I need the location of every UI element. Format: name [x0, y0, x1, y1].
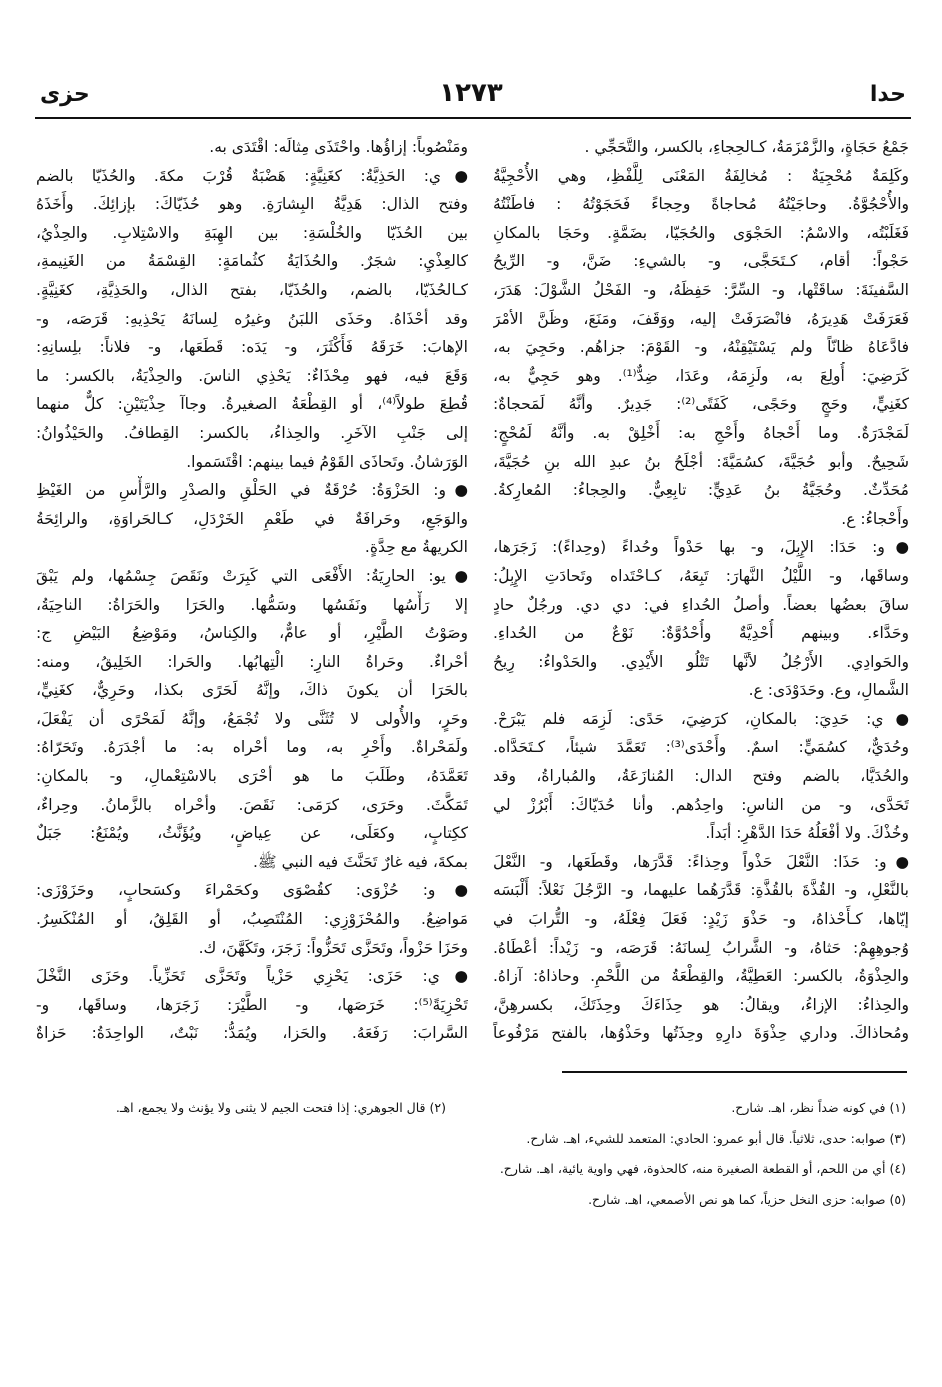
text-line: فادَّعَاهُ ظانّاً ولم يَسْتَيْقِنْهُ، و- القَوْمَ: جزاهُم. وحَجِيَ به،	[493, 338, 909, 357]
text-line: ●يو: الحارِيَةُ: الأَفْعَى التي كَبِرَتْ ونَقَصَ جِسْمُها، ولم يَبْقَ	[36, 566, 468, 585]
footnote-1: (١) في كونه ضداً نظر، اهـ. شارح.	[731, 1100, 906, 1115]
text-line: شَحِيحٌ. وأبو حُجَيَّةَ، كسُمَيَّةَ: أجْلَحُ بنُ عبدِ الله بنِ حُجَيَّةَ،	[493, 452, 909, 471]
text-line: وُجوهِهِمْ: حَثاهُ، و- الشَّرابُ لِسانَهُ: قَرَصَه، و- زَيْداً: أعْطَاهُ.	[493, 938, 909, 957]
text-line: إيّاها، كـأَحْذاهُ، و- حَذْوَ زَيْدٍ: فَعَلَ فِعْلَهُ، و- التُّرابَ في	[493, 910, 909, 929]
text-line: لَمَجْدَرَةٌ. وما أَحْجاهُ وأَحْجِ به: أَخْلِقْ به. وأنَّهُ لَمُحْجٍ:	[493, 423, 909, 442]
text-line: وحُدَيٌّ، كسُمَيٍّ: اسمٌ. وأَحْدَى⁽³⁾: تَعَمَّدَ شيئاً، كـتَحَدَّاه.	[493, 738, 909, 757]
text-line: ومَنْصُوباً: إزاؤُها. واحْتَذَى مِثالَه: اقْتَدَى به.	[209, 138, 468, 156]
footnote-rule	[562, 1071, 907, 1073]
text-line: قُطِعَ طولاً⁽⁴⁾، أو القِطْعَةُ الصغيرةُ. وجاآ حِذْيَتَيْنِ: كلٌّ منهما	[36, 395, 468, 414]
text-line: ومُحاذاكَ. وداري حِذْوَةَ دارِهِ وحِذَتُها وحَذْوُها، بالفتح مَرْفُوعاً	[493, 1024, 909, 1043]
text-line: وحَزَا حَزْواً، وتَحَزَّى تَحَزُّواً: زَجَرَ، وتَكَهَّنَ، ك.	[198, 938, 468, 957]
text-line: ●و: حَدَا: الإِبِلَ، و- بها حَدْواً وحُداءً (وحِداءً): زَجَرَها،	[493, 538, 909, 557]
text-line: ●و: الحَزْوَةُ: حُرْقَةٌ في الحَلْقِ والصدْرِ والرَّأْسِ من الغَيْظِ	[36, 481, 468, 500]
text-line: وقد أحْذَاهُ. وحَذَى اللبَنُ وغيرُه لِسانَهُ يَحْذِيهِ: قَرَصَه، و-	[36, 309, 468, 328]
page-number: ١٢٧٣	[439, 78, 503, 108]
text-line: الشَّمالِ، وع. وحَدَوْدَى: ع.	[748, 681, 909, 700]
text-line: إلا رَأْسُها ونَفَسُها وسَمُّها. والحَرَا والحَرَاةُ: الناحِيَةُ،	[36, 595, 468, 614]
text-line: والأُحْجُوَّةُ. وحاجَيْتُهُ مُحاجاةً وحِجاءً فَحَجَوْتُهُ : فاطَنْتُهُ	[493, 195, 909, 214]
text-line: ●ي: الحَذِيَّةُ: كغَنِيَّةٍ: هَضْبَةٌ قُرْبَ مكةَ. والحُذَيّا بالضم	[36, 166, 468, 185]
text-line: كغَنِيٍّ، وحَجٍ وحَجًى، كَفَتًى⁽²⁾: جَدِيرٌ. وأنَّهُ لَمَحجاةٌ:	[493, 395, 909, 414]
text-line: أحْراءٌ. وحَراةُ النارِ: الْتِهابُها. والحَرا: الخَلِيقُ، ومنه:	[36, 652, 468, 671]
text-line: تَمَكَّثَ. وحَرَى، كرَمَى: نَقَصَ. وأحْراه بالزَّمانُ. وحِراءٌ،	[36, 795, 468, 814]
text-line: حَجْواً: أقام، كـتَحَجَّى، و- بالشيءِ: ضَنَّ، و- الرِّيحُ	[493, 252, 909, 271]
text-line: وصَوْتُ الطَّيْرِ، أو عامٌّ، والكِناسُ، ومَوْضِعُ البَيْضِ ج:	[36, 624, 468, 643]
text-line: وساقَها، و- اللَّيْلُ النَّهارَ: تَبِعَهُ، كـاحْتَداه وتَحادَتِ الإِبِلُ:	[493, 566, 909, 585]
text-line: وكَلِمَةٌ مُحْجِيَةٌ : مُخالِفَةُ المَعْنَى لِلَّفْظِ، وهي الأُحْجِيَّةُ	[493, 166, 909, 185]
footnote-2: (٢) قال الجوهري: إذا فتحت الجيم لا يثنى ولا يؤنث ولا يجمع، اهـ.	[115, 1100, 446, 1115]
text-line: تَعَمَّدَهُ، وطَلَبَ ما هو أحْرَى بالاسْتِعْمالِ، و- بالمكانِ:	[36, 767, 468, 786]
text-line: كـالحُذَيّا، بالضم، والحُذَيّا، بفتح الذال، والحَذِيَّةِ، كغَنِيَّةٍ.	[36, 280, 468, 299]
text-line: الكريهةُ مع حِدَّةٍ.	[364, 538, 468, 557]
text-line: مَواضِعُ. والمُحْزَوْزِي: المُنْتَصِبُ، أو القَلِقُ، أو المُنْكَسِرُ.	[36, 910, 468, 929]
footnote-3: (٣) صوابه: حدى، ثلاثياً. قال أبو عمرو: الحادي: المتعمد للشيء، اهـ. شارح.	[526, 1131, 906, 1146]
text-line: بين الحُذَيّا والخُلْسَةِ: بين الهِبَةِ والاسْتِلابِ. والحِذْيُ،	[36, 223, 468, 242]
text-line: ككِتابٍ، وكعَلَى، عن عِياضٍ، ويُؤَنَّثُ، ويُمْنَعُ: جَبَلٌ	[36, 824, 468, 843]
text-line: ●و: حُزْوَى: كقُصْوَى وكحَمْراءَ وكسَحابٍ، وحَزَوْزَى:	[36, 881, 468, 900]
text-line: ●ي: حَدِيَ: بالمكانِ، كرَضِيَ، حَدًى: لَزِمَه فلم يَبْرَحْ.	[493, 709, 909, 728]
header-rule	[35, 117, 911, 119]
text-line: والحِذْوَةُ، بالكسر: العَطِيَّةُ، والقِطْعَةُ من اللَّحْمِ. وحاذاهُ: آزاهُ.	[493, 967, 909, 986]
right-column	[493, 133, 909, 1048]
text-line: فَغَلَبْتُه، والاسْمُ: الحَجْوَى والحُجَيّا، بضَمَّةٍ. وحَجَا بالمكانِ	[493, 223, 909, 242]
running-head-right: حدا	[869, 82, 906, 107]
text-line: وحَدَّاء. وبينهم أُحْدِيَّةٌ وأُحْدُوَّةٌ: نَوْعٌ من الحُداءِ.	[493, 624, 909, 643]
footnote-5: (٥) صوابه: حزى النخل حزياً، كما هو نص الأصمعي، اهـ. شارح.	[588, 1192, 906, 1207]
text-line: الإهابَ: خَرَقَهُ فَأَكْثَرَ، و- يَدَه: قَطَعَها، و- فلاناً: بلِسانِهِ:	[36, 338, 468, 357]
text-line: وأَحْجاءُ: ع.	[841, 509, 909, 528]
text-line: جَمْعُ حَجَاةٍ، والزَّمْزَمَةُ، كـالحِجاءِ، بالكسر، والتَّحَجِّي .	[584, 138, 909, 156]
text-line: مُحَدِّثٌ. وحُجَيَّةُ بنُ عَدِيٍّ: تابِعِيٌّ. والحِجاءُ: المُعارِكةُ.	[493, 481, 909, 500]
left-column	[36, 133, 468, 1048]
text-line: بالحَرَا أن يكونَ ذاكَ، وإنَّهُ لَحَرًى بكذا، وحَرِيٌّ، كغَنِيٍّ،	[36, 681, 468, 700]
text-line: ●ي: حَزَى: يَحْزِي حَزْياً وتَحَزَّى تَحَزِّياً. وحَزَى النَّخْلَ	[36, 967, 468, 986]
text-line: السَّفينَةَ: ساقَتْها، و- السِّرَّ: حَفِظَهُ، و- الفَحْلُ الشَّوْلَ: هَدَرَ،	[493, 280, 909, 299]
text-line: وَقَعَ فيه، فهو مِحْذَاءٌ: يَحْذِي الناسَ. والحِذْيَةُ، بالكسر: ما	[36, 366, 468, 385]
text-line: والحَوادِي. الأَرْجُلُ لأنَّها تَتْلُو الأَيْدِي. والحَدْواءُ: رِيحُ	[493, 652, 909, 671]
text-line: فَعَرَفَتْ هَدِيرَهُ، فانْصَرَفَتْ إليه، ووَقَفَ، ومَنَعَ، وظَنَّ الأمْرَ	[493, 309, 909, 328]
text-line: السَّرابَ: رَفَعَهُ. والحَزا، ويُمَدُّ: نَبْتٌ، الواحِدَةُ: حَزاةٌ	[36, 1024, 468, 1043]
text-line: وفتح الذال: هَدِيَّةُ البِشارَةِ. وهو حُذَيّاكَ: بإزائِكَ. وأَخَذَهُ	[36, 195, 468, 214]
running-head-left: حزى	[40, 82, 90, 107]
text-line: كَرَضِيَ: أُولِعَ به، ولَزِمَهُ، وعَدَا، ضِدٌّ⁽¹⁾. وهو حَجِيٌّ به،	[493, 366, 909, 385]
text-line: والحِذاءُ: الإزاءُ، ويقالُ: هو حِذَاءَكَ وحِذَتَكَ، بكسرهِنَّ،	[493, 995, 909, 1014]
text-line: تَحَدَّى، و- من الناسِ: واحِدُهم. وأنا حُدَيّاكَ: أَبْرُزْ لي	[493, 795, 909, 814]
text-line: بمكةَ، فيه غارٌ تَحَنَّثَ فيه النبي ﷺ.	[253, 852, 468, 871]
text-line: والوَجَعِ، وحَرافَةٌ في طَعْمِ الخَرْدَلِ، كـالحَراوَةِ، والرائِحَةُ	[36, 509, 468, 528]
text-line: ●و: حَذَا: النَّعْلَ حَذْواً وحِذاءً: قَدَّرَها، وقَطَعَها، و- النَّعْلَ	[493, 852, 909, 871]
text-line: وخُذْكَ. ولا أفْعَلُهُ حَدَا الدَّهْرِ: أبَداً.	[705, 824, 909, 843]
text-line: تَحْزِيَةً⁽⁵⁾: خَرَصَها، و- الطَّيْرَ: زَجَرَها، وساقَها، و-	[36, 995, 468, 1014]
text-line: كالعِذْيِ: شجَرٌ. والحُذَايَةُ كثُمامَةٍ: القِسْمَةُ من الغَنِيمةِ،	[36, 252, 468, 271]
text-line: إلى جَنْبِ الآخَرِ. والحِذاءُ، بالكسر: القِطافُ. والحَيْذُوانُ:	[36, 423, 468, 442]
text-line: بالنَّعْلِ، و- القُذَّةَ بالقُذَّةِ: قَدَّرَهُما عليهما، و- الرَّجُلَ نَعْلاً: أَلْبَسَه	[493, 881, 909, 900]
text-line: الوَرَشانُ. وتَحاذَى القَوْمُ فيما بينهم: اقْتَسَموا.	[186, 452, 468, 471]
text-line: ساقَ بعضُها بعضاً. وأصلُ الحُداءِ في: دي دي. ورجُلٌ حادٍ	[493, 595, 909, 614]
text-line: وحَرٍ، والأُولى لا تُثَنَّى ولا تُجْمَعُ، وإنَّهُ لَمَحْرًى أن يَفْعَلَ،	[36, 709, 468, 728]
text-line: والحُدَيَّا، بالضم وفتح الدال: المُنازَعَةُ، والمُباراةُ، وقد	[493, 767, 909, 786]
footnote-4: (٤) أي من اللحم، أو القطعة الصغيرة منه، كالحذوة، فهي واوية يائية، اهـ. شارح.	[499, 1161, 906, 1176]
text-line: ولَمَحْراةٌ. وأَحْرِ به، وما أحْراه به: ما أجْدَرَهُ. وتَحَرّاهُ:	[36, 738, 468, 757]
